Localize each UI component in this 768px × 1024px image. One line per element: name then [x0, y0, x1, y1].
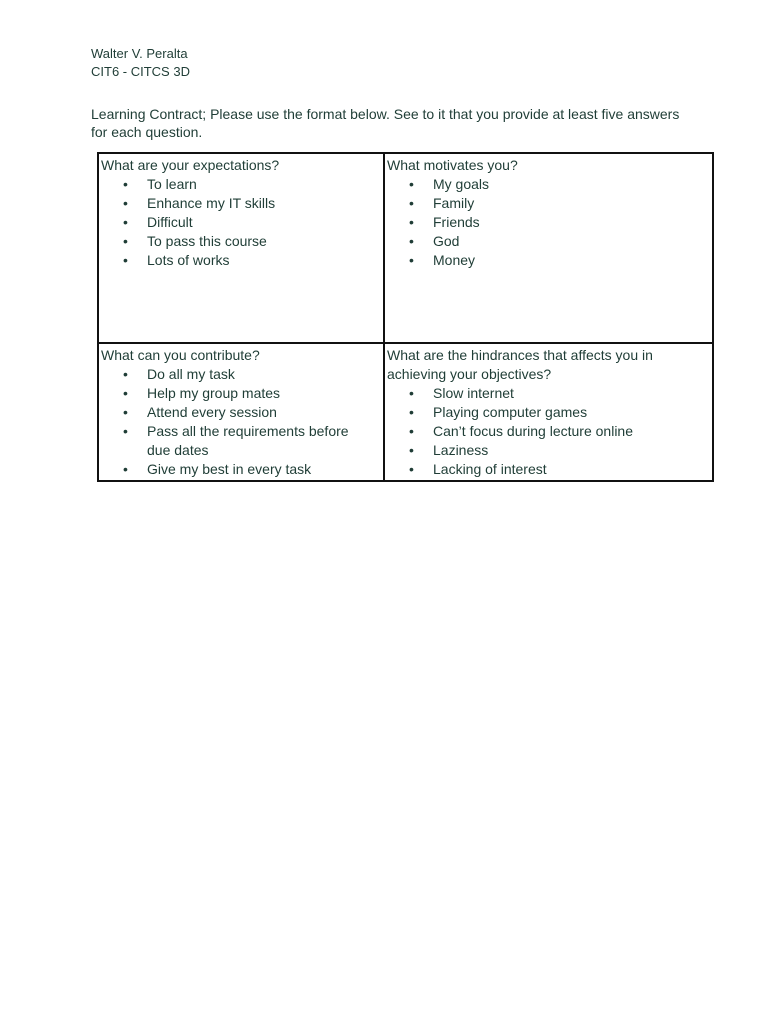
bullet-icon: •: [409, 214, 414, 230]
list-item: • Playing computer games: [409, 404, 588, 420]
bullet-icon: •: [123, 233, 128, 249]
question-motivations: What motivates you?: [387, 157, 518, 173]
bullet-icon: •: [409, 461, 414, 477]
answers-motivations: [387, 175, 710, 270]
bullet-icon: •: [123, 423, 128, 439]
list-item: • Lacking of interest: [409, 461, 547, 477]
list-item: • Money: [409, 252, 476, 268]
question-expectations: What are your expectations?: [101, 157, 280, 173]
bullet-icon: •: [409, 423, 414, 439]
bullet-icon: •: [409, 404, 414, 420]
list-item: • Difficult: [123, 214, 193, 230]
list-item: • Give my best in every task: [123, 461, 312, 477]
contributions-cell: [99, 344, 385, 480]
list-item: • Enhance my IT skills: [123, 195, 276, 211]
bullet-icon: •: [123, 385, 128, 401]
bullet-icon: •: [123, 176, 128, 192]
motivations-cell: [385, 154, 712, 344]
list-item: • Pass all the requirements before due dates: [123, 423, 349, 458]
answers-hindrances: [387, 384, 710, 479]
instructions-text: Learning Contract; Please use the format below. See to it that you provide at least five answers for each question.: [91, 106, 680, 140]
hindrances-cell: [385, 344, 712, 480]
course-code: CIT6 - CITCS 3D: [91, 64, 190, 79]
list-item: • Family: [409, 195, 475, 211]
bullet-icon: •: [409, 176, 414, 192]
list-item: • Laziness: [409, 442, 489, 458]
list-item: • Help my group mates: [123, 385, 281, 401]
bullet-icon: •: [123, 195, 128, 211]
question-hindrances: What are the hindrances that affects you in achieving your objectives?: [387, 347, 653, 382]
bullet-icon: •: [409, 252, 414, 268]
bullet-icon: •: [409, 442, 414, 458]
list-item: • Attend every session: [123, 404, 277, 420]
bullet-icon: •: [123, 366, 128, 382]
answers-expectations: [101, 175, 381, 270]
list-item: • God: [409, 233, 460, 249]
bullet-icon: •: [123, 461, 128, 477]
learning-contract-table: [97, 152, 714, 482]
bullet-icon: •: [409, 385, 414, 401]
bullet-icon: •: [123, 214, 128, 230]
list-item: • To pass this course: [123, 233, 267, 249]
list-item: • Slow internet: [409, 385, 514, 401]
author-name: Walter V. Peralta: [91, 46, 188, 61]
bullet-icon: •: [409, 195, 414, 211]
list-item: • Do all my task: [123, 366, 235, 382]
bullet-icon: •: [409, 233, 414, 249]
bullet-icon: •: [123, 252, 128, 268]
answers-contributions: [101, 365, 381, 479]
list-item: • My goals: [409, 176, 490, 192]
bullet-icon: •: [123, 404, 128, 420]
list-item: • To learn: [123, 176, 197, 192]
list-item: • Friends: [409, 214, 480, 230]
question-contributions: What can you contribute?: [101, 347, 260, 363]
list-item: • Lots of works: [123, 252, 230, 268]
list-item: • Can’t focus during lecture online: [409, 423, 634, 439]
expectations-cell: [99, 154, 385, 344]
